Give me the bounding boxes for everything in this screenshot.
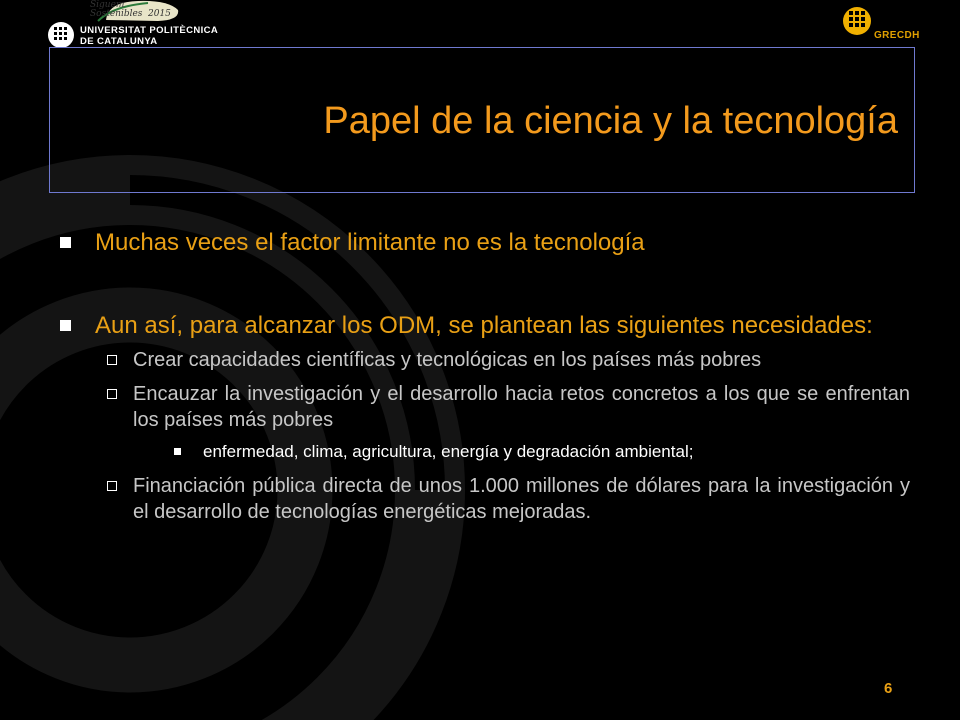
sub-bullet-1	[100, 347, 910, 373]
square-bullet-icon	[60, 320, 71, 331]
sub-bullet-1-text: Crear capacidades científicas y tecnológicas en los países más pobres	[133, 349, 762, 371]
sostenibles-line2: Sostenibles	[90, 9, 143, 19]
sostenibles-line1: Siguem	[90, 0, 125, 10]
hollow-square-bullet-icon	[107, 355, 117, 365]
sub-bullet-3	[100, 473, 910, 525]
sub-sub-bullet-1	[174, 441, 910, 463]
upc-name-line1: UNIVERSITAT POLITÈCNICA	[80, 25, 219, 36]
sostenibles-year: 2015	[148, 9, 171, 19]
sub-bullet-3-text: Financiación pública directa de unos 1.000 millones de dólares para la investigación y el desarrollo de tecnologías energéticas mejoradas.	[133, 475, 910, 523]
square-bullet-icon	[60, 237, 71, 248]
sub-bullet-2-text: Encauzar la investigación y el desarrollo hacia retos concretos a los que se enfrentan los países más pobres	[133, 383, 910, 431]
bullet-item-2-text: Aun así, para alcanzar los ODM, se plantean las siguientes necesidades:	[95, 312, 873, 339]
bullet-item-2	[60, 310, 910, 341]
bullet-item-1-text: Muchas veces el factor limitante no es la tecnología	[95, 229, 645, 256]
title-box	[49, 47, 915, 193]
upc-name-line2: DE CATALUNYA	[80, 36, 158, 47]
hollow-square-bullet-icon	[107, 389, 117, 399]
slide-content	[60, 227, 910, 533]
slide-title: Papel de la ciencia y la tecnología	[323, 100, 898, 142]
sub-bullet-2	[100, 381, 910, 433]
upc-logo	[48, 0, 238, 48]
page-number: 6	[884, 680, 893, 697]
sub-sub-bullet-1-text: enfermedad, clima, agricultura, energía y degradación ambiental;	[203, 442, 694, 461]
upc-badge-icon	[842, 6, 872, 40]
upc-grid-icon	[48, 22, 74, 48]
grecdh-label: GRECDH	[874, 30, 920, 41]
grecdh-logo	[842, 6, 922, 48]
small-square-bullet-icon	[174, 448, 181, 455]
hollow-square-bullet-icon	[107, 481, 117, 491]
sostenibles-text	[90, 1, 142, 19]
bullet-item-1	[60, 227, 910, 258]
upc-name	[80, 25, 218, 47]
